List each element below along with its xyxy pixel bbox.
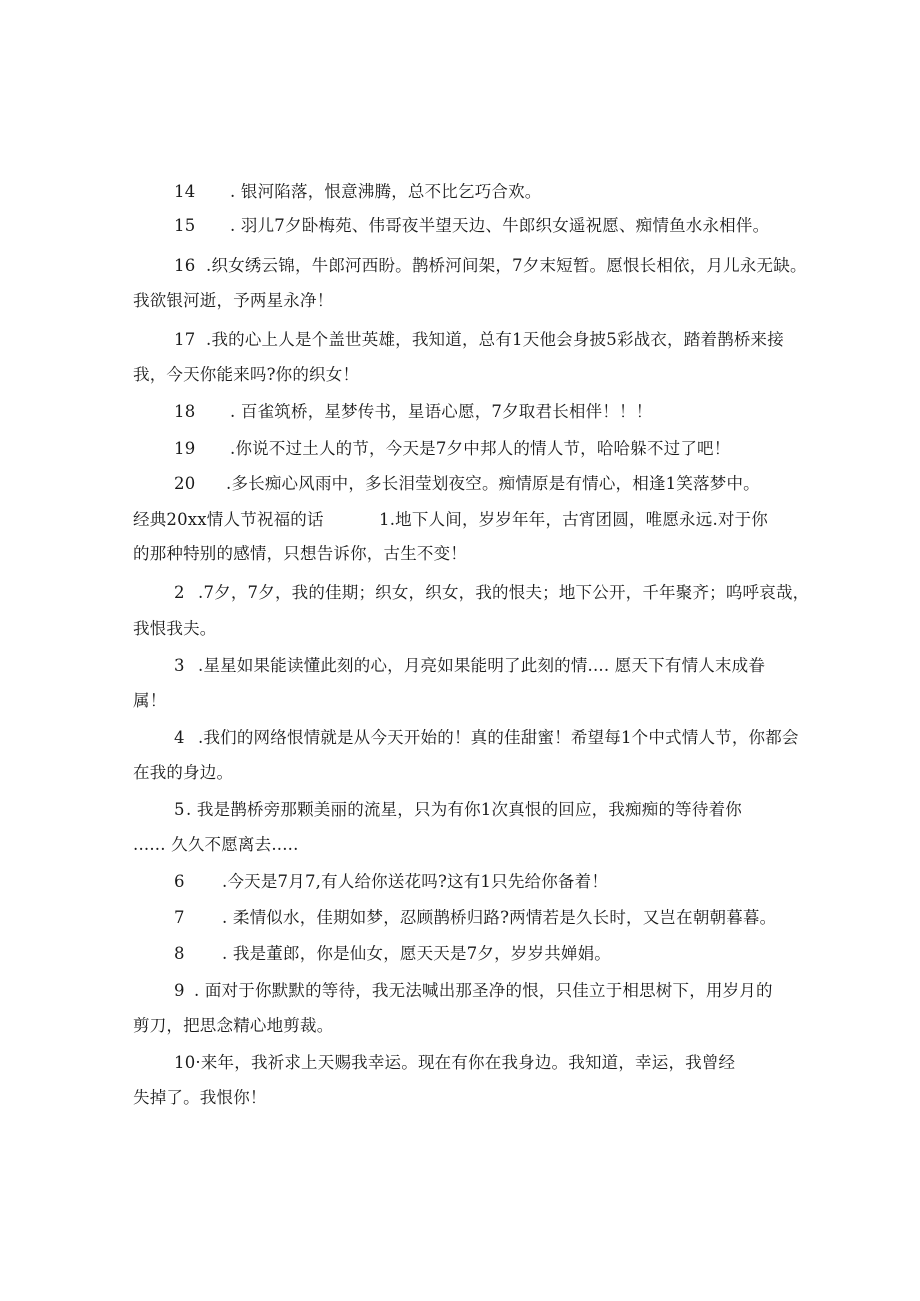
list-item-10: 10·来年，我祈求上天赐我幸运。现在有你在我身边。我知道，幸运，我曾经 bbox=[174, 1053, 736, 1072]
section-title: 经典20xx情人节祝福的话 bbox=[133, 510, 324, 529]
list-item-5: 5. 我是鹊桥旁那颗美丽的流星，只为有你1次真恨的回应，我痴痴的等待着你 bbox=[174, 800, 742, 819]
list-item-20: 20 .多长痴心风雨中，多长泪莹划夜空。痴情原是有情心，相逢1笑落梦中。 bbox=[174, 474, 760, 493]
list-item-14: 14 . 银河陷落，恨意沸腾，总不比乞巧合欢。 bbox=[174, 182, 542, 201]
list-item-9: 9 . 面对于你默默的等待，我无法喊出那圣净的恨，只佳立于相思树下，用岁月的 bbox=[174, 981, 773, 1000]
list-item-16-cont: 我欲银河逝，予两星永净！ bbox=[133, 291, 334, 310]
list-item-6: 6 .今天是7月7,有人给你送花吗?这有1只先给你备着！ bbox=[174, 872, 609, 891]
list-item-7: 7 . 柔情似水，佳期如梦，忍顾鹊桥归路?两情若是久长时，又岂在朝朝暮暮。 bbox=[174, 908, 777, 927]
list-item-16: 16 .织女绣云锦，牛郎河西盼。鹊桥河间架，7夕末短暂。愿恨长相依，月儿永无缺。 bbox=[174, 256, 807, 275]
list-item-15: 15 . 羽儿7夕卧梅苑、伟哥夜半望天边、牛郎织女遥祝愿、痴情鱼水永相伴。 bbox=[174, 216, 770, 235]
list-item-5-cont: ...... 久久不愿离去..... bbox=[133, 835, 299, 854]
list-item-17-cont: 我，今天你能来吗?你的织女！ bbox=[133, 365, 360, 384]
list-item-19: 19 .你说不过土人的节，今天是7夕中邦人的情人节，哈哈躲不过了吧！ bbox=[174, 439, 731, 458]
list-item-18: 18 . 百雀筑桥，星梦传书，星语心愿，7夕取君长相伴！！！ bbox=[174, 402, 653, 421]
list-item-4: 4 .我们的网络恨情就是从今天开始的！真的佳甜蜜！希望每1个中式情人节，你都会 bbox=[174, 728, 799, 747]
list-item-8: 8 . 我是董郎，你是仙女，愿天天是7夕，岁岁共婵娟。 bbox=[174, 944, 611, 963]
list-item-17: 17 .我的心上人是个盖世英雄，我知道，总有1天他会身披5彩战衣，踏着鹊桥来接 bbox=[174, 330, 784, 349]
list-item-2: 2 .7夕，7夕，我的佳期；织女，织女，我的恨夫；地下公开，千年聚齐；呜呼哀哉， bbox=[174, 583, 810, 602]
list-item-9-cont: 剪刀，把思念精心地剪裁。 bbox=[133, 1016, 334, 1035]
list-item-4-cont: 在我的身边。 bbox=[133, 763, 234, 782]
section-first-item-cont: 的那种特别的感情，只想告诉你，古生不变！ bbox=[133, 544, 467, 563]
list-item-2-cont: 我恨我夫。 bbox=[133, 619, 217, 638]
section-first-item: 1.地下人间，岁岁年年，古宵团圆，唯愿永远.对于你 bbox=[379, 510, 768, 529]
section-heading-line bbox=[133, 509, 768, 531]
list-item-3-cont: 属！ bbox=[133, 691, 167, 710]
list-item-10-cont: 失掉了。我恨你！ bbox=[133, 1088, 267, 1107]
list-item-3: 3 .星星如果能读懂此刻的心，月亮如果能明了此刻的情.... 愿天下有情人末成眷 bbox=[174, 656, 766, 675]
